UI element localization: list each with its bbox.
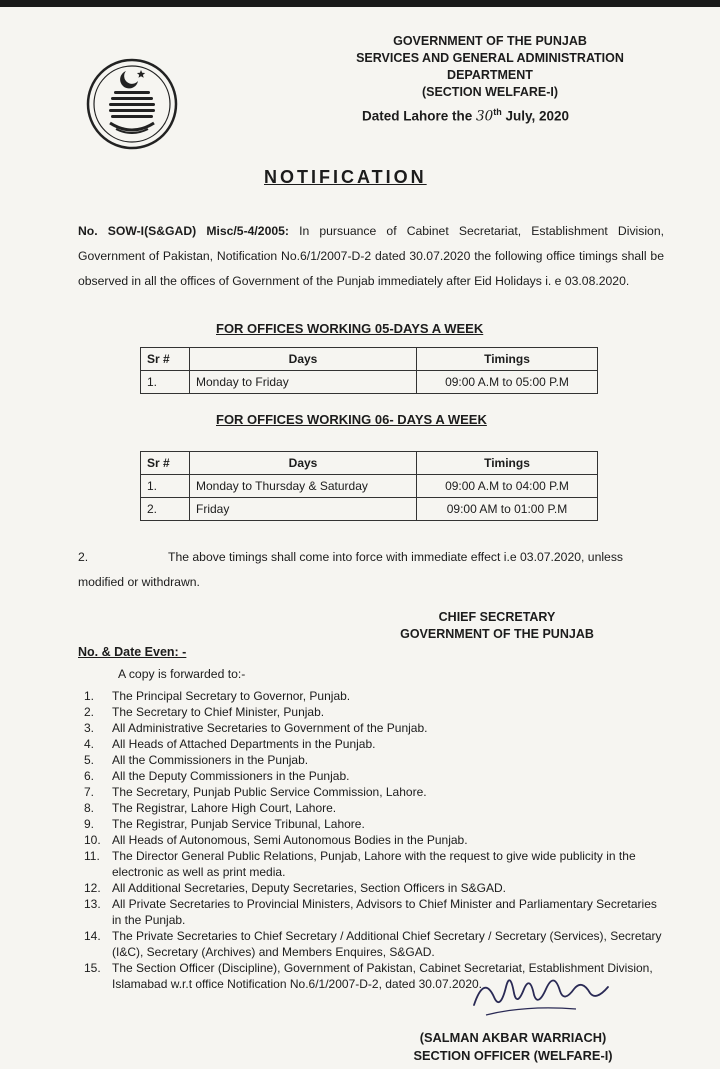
cell-timings: 09:00 A.M to 04:00 P.M [417,475,598,498]
col-days: Days [190,348,417,371]
list-item-text: The Registrar, Punjab Service Tribunal, Lahore. [112,817,365,831]
list-item-text: The Secretary to Chief Minister, Punjab. [112,705,325,719]
signatory-name: (SALMAN AKBAR WARRIACH) [419,1030,607,1045]
table-row [141,498,598,521]
header-line-3: DEPARTMENT [447,68,533,82]
cell-timings: 09:00 AM to 01:00 P.M [417,498,598,521]
cell-days: Monday to Thursday & Saturday [190,475,417,498]
list-item-number: 14. [84,929,101,943]
list-item [84,784,668,800]
recipients-list [84,688,668,992]
list-item-text: All Heads of Attached Departments in the Punjab. [112,737,376,751]
timings-table-6-days [140,451,598,521]
paragraph-2-text: The above timings shall come into force with immediate effect i.e 03.07.2020, unless modified or withdrawn. [78,550,624,589]
table-header-row [141,452,598,475]
list-item-number: 8. [84,801,95,815]
list-item-number: 9. [84,817,95,831]
dated-day: 30 [476,108,494,125]
list-item-number: 10. [84,833,101,847]
list-item-text: The Principal Secretary to Governor, Punjab. [112,689,351,703]
list-item-text: The Section Officer (Discipline), Government of Pakistan, Cabinet Secretariat, Establishment Division, Islamabad w.r.t office Notification No.6/1/2007-D-2, dated 30.07.2020. [112,961,653,991]
list-item-text: The Director General Public Relations, Punjab, Lahore with the request to give wide publicity in the electronic as well as print media. [112,849,636,879]
list-item-number: 6. [84,769,95,783]
cell-sr: 1. [141,475,190,498]
chief-secretary-block [390,609,604,643]
no-date-even: No. & Date Even: - [78,645,187,659]
list-item-text: The Secretary, Punjab Public Service Commission, Lahore. [112,785,427,799]
signatory-block [394,1029,632,1065]
list-item [84,768,668,784]
list-item [84,800,668,816]
dated-line [362,107,569,125]
list-item-number: 13. [84,897,101,911]
table-row [141,371,598,394]
col-timings: Timings [417,348,598,371]
list-item [84,704,668,720]
list-item-text: All Administrative Secretaries to Government of the Punjab. [112,721,428,735]
table1-heading: FOR OFFICES WORKING 05-DAYS A WEEK [216,321,484,336]
list-item [84,736,668,752]
col-sr: Sr # [141,452,190,475]
list-item [84,752,668,768]
list-item-number: 2. [84,705,95,719]
list-item-number: 4. [84,737,95,751]
cell-sr: 2. [141,498,190,521]
col-timings: Timings [417,452,598,475]
chief-secretary-govt: GOVERNMENT OF THE PUNJAB [400,627,594,641]
cell-days: Friday [190,498,417,521]
list-item-text: The Registrar, Lahore High Court, Lahore. [112,801,337,815]
intro-paragraph [78,219,664,294]
page-title: NOTIFICATION [264,167,427,187]
col-days: Days [190,452,417,475]
chief-secretary-title: CHIEF SECRETARY [438,610,556,624]
list-item-text: All Heads of Autonomous, Semi Autonomous Bodies in the Punjab. [112,833,468,847]
intro-text: In pursuance of Cabinet Secretariat, Establishment Division, Government of Pakistan, Notification No.6/1/2007-D-2 dated 30.07.2020 the following office timings shall be observed in all the offices of Government of the Punjab immediately after Eid Holidays i. e 03.08.2020. [78,224,664,288]
list-item [84,720,668,736]
copy-forwarded: A copy is forwarded to:- [118,667,246,681]
list-item-text: All the Commissioners in the Punjab. [112,753,309,767]
document-page [0,7,720,1069]
cell-sr: 1. [141,371,190,394]
list-item-number: 7. [84,785,95,799]
list-item-number: 15. [84,961,101,975]
list-item-number: 12. [84,881,101,895]
cell-days: Monday to Friday [190,371,417,394]
signature-icon [466,965,626,1025]
list-item [84,832,668,848]
list-item-number: 11. [84,849,100,863]
signatory-designation: SECTION OFFICER (WELFARE-I) [413,1048,613,1063]
list-item-text: All the Deputy Commissioners in the Punjab. [112,769,350,783]
list-item [84,880,668,896]
col-sr: Sr # [141,348,190,371]
paragraph-2 [78,545,664,595]
list-item-text: The Private Secretaries to Chief Secretary / Additional Chief Secretary / Secretary (Services), Secretary (I&C), Secretary (Archives) and Members Enquires, S&GAD. [112,929,662,959]
dated-suffix: July, 2020 [505,108,570,124]
dated-prefix: Dated Lahore the [362,108,473,124]
header-line-2: SERVICES AND GENERAL ADMINISTRATION [356,51,624,65]
dated-sup: th [493,107,502,117]
header-line-1: GOVERNMENT OF THE PUNJAB [393,34,587,48]
paragraph-number: 2. [78,550,89,564]
header-line-4: (SECTION WELFARE-I) [421,85,559,99]
reference-number: No. SOW-I(S&GAD) Misc/5-4/2005: [78,224,289,238]
table-row [141,475,598,498]
list-item-text: All Private Secretaries to Provincial Ministers, Advisors to Chief Minister and Parliamentary Secretaries in the Punjab. [112,897,657,927]
cell-timings: 09:00 A.M to 05:00 P.M [417,371,598,394]
table-header-row [141,348,598,371]
top-border [0,0,720,7]
list-item [84,896,668,928]
list-item-number: 5. [84,753,95,767]
list-item-number: 1. [84,689,95,703]
table2-heading: FOR OFFICES WORKING 06- DAYS A WEEK [216,412,487,427]
timings-table-5-days [140,347,598,394]
list-item [84,848,668,880]
list-item-text: All Additional Secretaries, Deputy Secretaries, Section Officers in S&GAD. [112,881,506,895]
list-item [84,928,668,960]
list-item [84,688,668,704]
list-item [84,816,668,832]
department-header [330,33,650,101]
punjab-emblem-icon [86,57,178,151]
list-item-number: 3. [84,721,95,735]
